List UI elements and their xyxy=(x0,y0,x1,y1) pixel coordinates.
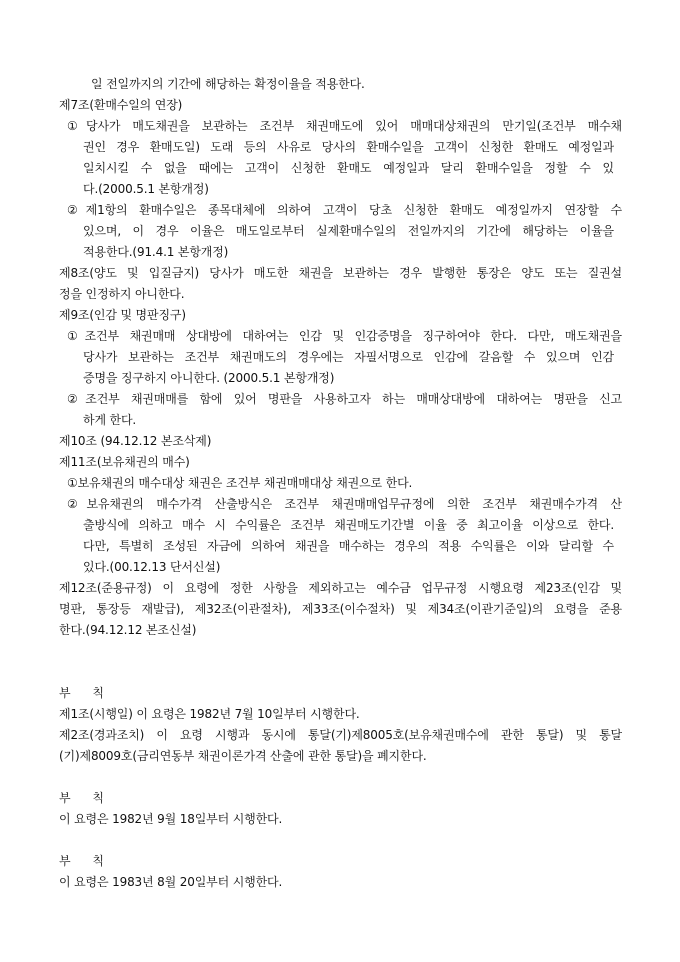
article-11-clause-2-line-1: ②보유채권의 매수가격 산출방식은 조건부 채권매매업무규정에 의한 조건부 채권매수가격 산 xyxy=(67,497,622,511)
addendum-1-article-2-line-1: 제2조(경과조치) 이 요령 시행과 동시에 통달(기)제8005호(보유채권매수에 관한 통달) 및 통달 xyxy=(59,728,622,742)
article-12-line-3: 한다.(94.12.12 본조신설) xyxy=(59,623,197,637)
addendum-1-heading: 부 칙 xyxy=(59,686,104,700)
article-8-line-2: 정을 인정하지 아니한다. xyxy=(59,287,185,301)
addendum-3-heading: 부 칙 xyxy=(59,854,104,868)
article-12-line-2: 명판, 통장등 재발급), 제32조(이관절차), 제33조(이수절차) 및 제34조(이관기준일)의 요령을 준용 xyxy=(59,602,622,616)
article-7-clause-1-line-3: 일치시킬 수 없을 때에는 고객이 신청한 환매도 예정일과 달리 환매수일을 정할 수 있 xyxy=(83,161,614,175)
article-7-clause-2-line-3: 적용한다.(91.4.1 본항개정) xyxy=(83,245,229,259)
addendum-1-article-1: 제1조(시행일) 이 요령은 1982년 7월 10일부터 시행한다. xyxy=(59,707,360,721)
article-9-title: 제9조(인감 및 명판징구) xyxy=(59,308,186,322)
article-9-clause-1-line-1: ①조건부 채권매매 상대방에 대하여는 인감 및 인감증명을 징구하여야 한다. 다만, 매도채권을 xyxy=(67,329,622,343)
addendum-3-text: 이 요령은 1983년 8월 20일부터 시행한다. xyxy=(59,875,283,889)
continuation-line: 일 전일까지의 기간에 해당하는 확정이율을 적용한다. xyxy=(91,77,365,91)
article-9-clause-2-line-2: 하게 한다. xyxy=(83,413,137,427)
article-7-clause-1-line-1: ①당사가 매도채권을 보관하는 조건부 채권매도에 있어 매매대상채권의 만기일(조건부 매수채 xyxy=(67,119,622,133)
article-9-clause-1-line-3: 증명을 징구하지 아니한다. (2000.5.1 본항개정) xyxy=(83,371,335,385)
article-12-line-1: 제12조(준용규정) 이 요령에 정한 사항을 제외하고는 예수금 업무규정 시행요령 제23조(인감 및 xyxy=(59,581,622,595)
addendum-2-text: 이 요령은 1982년 9월 18일부터 시행한다. xyxy=(59,812,283,826)
article-7-title: 제7조(환매수일의 연장) xyxy=(59,98,183,112)
article-10: 제10조 (94.12.12 본조삭제) xyxy=(59,434,212,448)
addendum-1-article-2-line-2: (기)제8009호(금리연동부 채권이론가격 산출에 관한 통달)을 폐지한다. xyxy=(59,749,427,763)
article-7-clause-1-line-4: 다.(2000.5.1 본항개정) xyxy=(83,182,209,196)
article-11-title: 제11조(보유채권의 매수) xyxy=(59,455,190,469)
addendum-2-heading: 부 칙 xyxy=(59,791,104,805)
article-11-clause-2-line-3: 다만, 특별히 조성된 자금에 의하여 채권을 매수하는 경우의 적용 수익률은 이와 달리할 수 xyxy=(83,539,614,553)
article-7-clause-2-line-2: 있으며, 이 경우 이율은 매도일로부터 실제환매수일의 전일까지의 기간에 해당하는 이율을 xyxy=(83,224,614,238)
article-9-clause-2-line-1: ②조건부 채권매매를 함에 있어 명판을 사용하고자 하는 매매상대방에 대하여는 명판을 신고 xyxy=(67,392,622,406)
article-7-clause-1-line-2: 권인 경우 환매도일) 도래 등의 사유로 당사의 환매수일을 고객이 신청한 환매도 예정일과 xyxy=(83,140,614,154)
article-9-clause-1-line-2: 당사가 보관하는 조건부 채권매도의 경우에는 자필서명으로 인감에 갈음할 수 있으며 인감 xyxy=(83,350,614,364)
article-11-clause-1-line-1: ①보유채권의 매수대상 채권은 조건부 채권매매대상 채권으로 한다. xyxy=(67,476,413,490)
article-11-clause-2-line-2: 출방식에 의하고 매수 시 수익률은 조건부 채권매도기간별 이율 중 최고이율 이상으로 한다. xyxy=(83,518,614,532)
article-8-line-1: 제8조(양도 및 입질금지) 당사가 매도한 채권을 보관하는 경우 발행한 통장은 양도 또는 질권설 xyxy=(59,266,622,280)
article-11-clause-2-line-4: 있다.(00.12.13 단서신설) xyxy=(83,560,221,574)
article-7-clause-2-line-1: ②제1항의 환매수일은 종목대체에 의하여 고객이 당초 신청한 환매도 예정일까지 연장할 수 xyxy=(67,203,622,217)
